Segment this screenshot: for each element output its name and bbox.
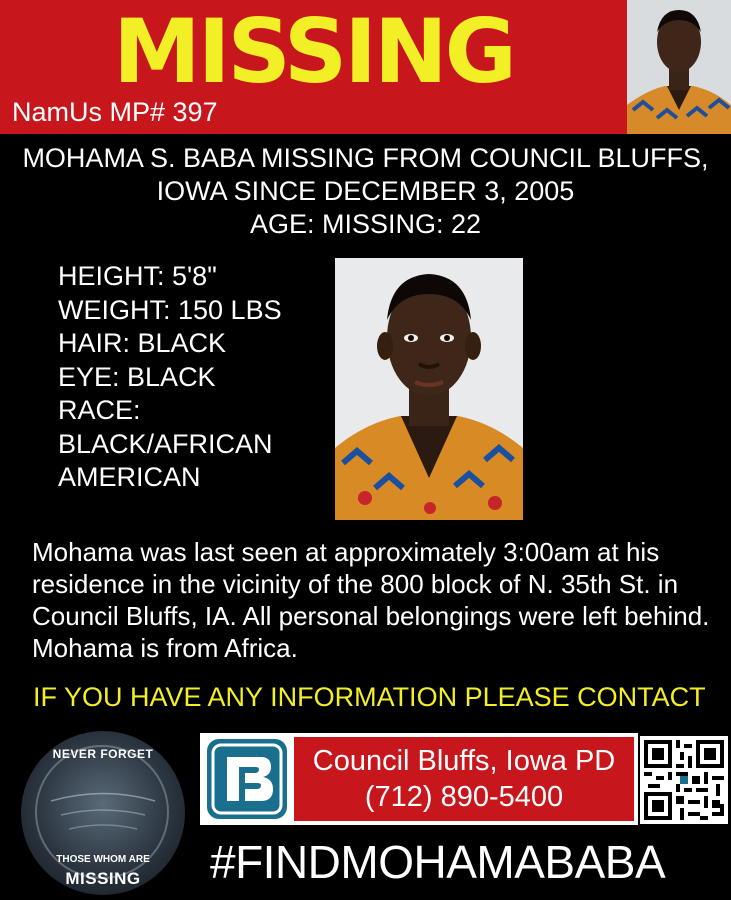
weight-text: WEIGHT: 150 LBS <box>58 294 282 325</box>
hashtag-text: #FINDMOHAMABABA <box>210 836 666 888</box>
missing-person-photo <box>335 258 523 520</box>
badge-decorative-script <box>21 781 185 847</box>
physical-details <box>58 260 282 495</box>
police-contact-box <box>200 733 638 825</box>
race-label: RACE: <box>58 395 141 425</box>
badge-subtitle: THOSE WHOM ARE <box>56 854 150 865</box>
narrative-text: Mohama was last seen at approximately 3:00am at his residence in the vicinity of the 800 block of N. 35th St. in Council Bluffs, IA. All personal belongings were left behind. Mohama is from Africa. <box>32 537 710 663</box>
summary-line-3: AGE: MISSING: 22 <box>249 209 482 239</box>
missing-title: MISSING <box>113 0 514 103</box>
police-info-panel <box>294 737 634 821</box>
summary-line-2: IOWA SINCE DECEMBER 3, 2005 <box>156 176 575 206</box>
contact-prompt: IF YOU HAVE ANY INFORMATION PLEASE CONTACT <box>33 682 706 712</box>
badge-main-text: MISSING <box>65 869 141 888</box>
summary-line-1: MOHAMA S. BABA MISSING FROM COUNCIL BLUFFS, <box>22 143 709 173</box>
police-logo-icon <box>205 737 289 821</box>
height-text: HEIGHT: 5'8" <box>58 261 217 291</box>
qr-code-icon[interactable] <box>640 736 728 824</box>
summary-block <box>0 142 731 241</box>
race-value-2: AMERICAN <box>58 462 201 492</box>
missing-banner <box>0 0 627 134</box>
police-phone[interactable]: (712) 890-5400 <box>364 781 564 813</box>
badge-top-text: NEVER FORGET <box>52 747 154 761</box>
police-name: Council Bluffs, Iowa PD <box>312 745 616 777</box>
eye-text: EYE: BLACK <box>58 361 216 392</box>
race-value-1: BLACK/AFRICAN <box>58 428 273 459</box>
thumbnail-photo <box>627 0 731 134</box>
hair-text: HAIR: BLACK <box>58 328 227 358</box>
never-forget-badge <box>21 731 185 895</box>
namus-case-number: NamUs MP# 397 <box>12 97 218 127</box>
